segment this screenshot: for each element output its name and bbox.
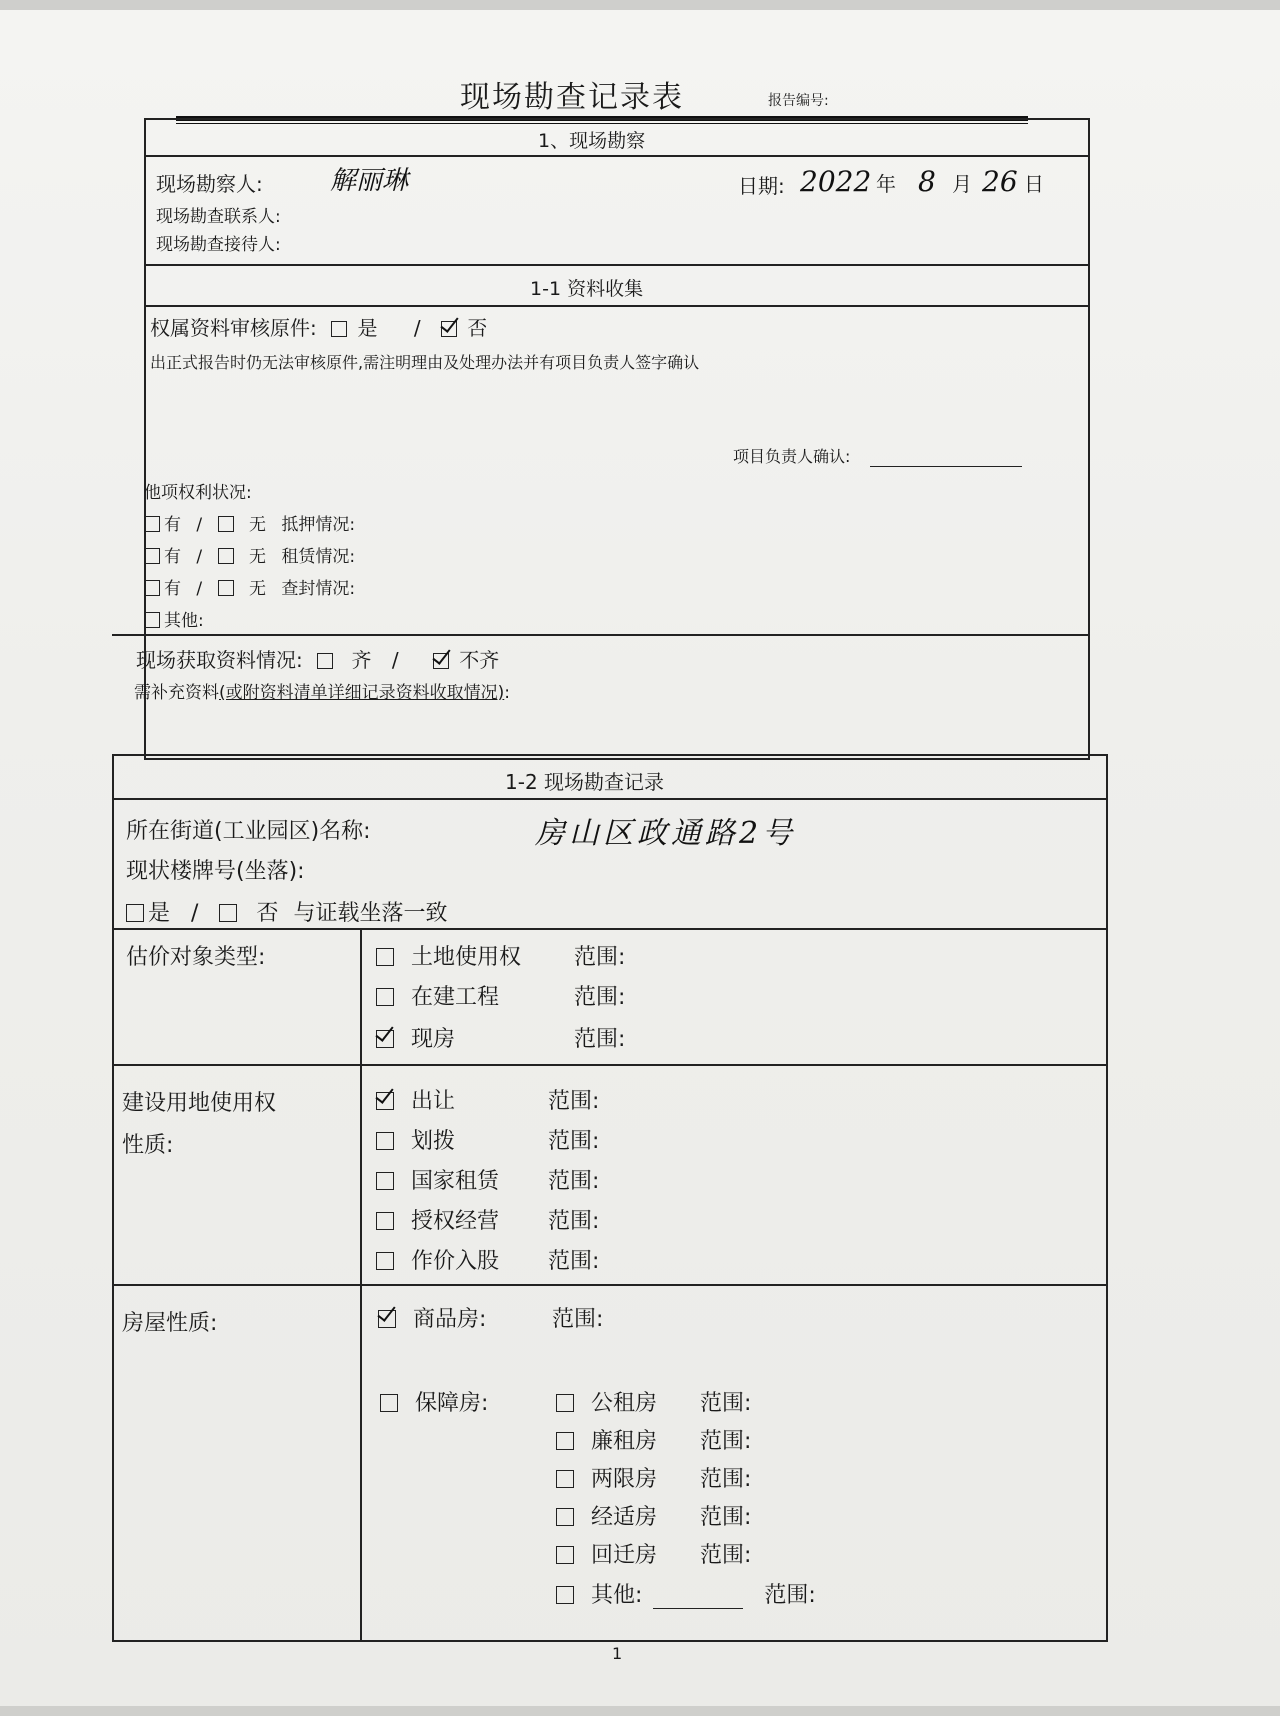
complete-label: 齐 (351, 648, 372, 672)
transfer-checkbox[interactable] (376, 1092, 394, 1110)
match-label: 与证载坐落一致 (293, 901, 448, 926)
object-type-option[interactable] (376, 1022, 626, 1053)
resettlement-checkbox[interactable] (556, 1546, 574, 1564)
separator: / (196, 579, 203, 599)
commercial-housing-checkbox[interactable] (378, 1310, 396, 1328)
option-label: 两限房 (591, 1467, 658, 1492)
report-number-label: 报告编号: (768, 93, 829, 109)
separator: / (196, 547, 203, 567)
affordable-subtype[interactable] (556, 1538, 752, 1569)
supplement-note: (或附资料清单详细记录资料收取情况) (219, 683, 505, 703)
year-char: 年 (876, 172, 896, 196)
has-label: 有 (164, 515, 181, 535)
separator: / (391, 648, 399, 672)
none-label: 无 (248, 547, 266, 567)
range-label: 范围: (700, 1467, 752, 1492)
paper-sheet (0, 10, 1280, 1706)
range-label: 范围: (574, 985, 626, 1010)
other-right-label: 其他: (164, 611, 204, 631)
match-no-label: 否 (256, 901, 279, 926)
document-title: 现场勘查记录表 (460, 80, 684, 115)
date-label: 日期: (738, 174, 785, 198)
date-year: 2022 (800, 165, 872, 198)
land-right-option[interactable] (376, 1244, 600, 1275)
land-right-option[interactable] (376, 1204, 600, 1235)
object-type-option[interactable] (376, 980, 626, 1011)
match-yes-checkbox[interactable] (126, 904, 144, 922)
match-row (126, 896, 447, 927)
construction-in-progress-checkbox[interactable] (376, 988, 394, 1006)
option-label: 国家租赁 (411, 1169, 500, 1194)
range-label: 范围: (700, 1543, 752, 1568)
range-label: 范围: (574, 1027, 626, 1052)
range-label: 范围: (548, 1129, 600, 1154)
date-month: 8 (918, 165, 936, 198)
plate-label: 现状楼牌号(坐落): (126, 859, 305, 884)
range-label: 范围: (548, 1209, 600, 1234)
option-label: 公租房 (591, 1391, 658, 1416)
contact-label: 现场勘查联系人: (156, 207, 281, 227)
onsite-label: 现场获取资料情况: (136, 648, 303, 672)
land-right-option[interactable] (376, 1124, 600, 1155)
range-label: 范围: (764, 1583, 816, 1608)
affordable-housing-checkbox[interactable] (380, 1394, 398, 1412)
receiver-label: 现场勘查接待人: (156, 235, 281, 255)
affordable-subtype[interactable] (556, 1424, 752, 1455)
commercial-label: 商品房: (413, 1307, 487, 1332)
original-doc-note: 出正式报告时仍无法审核原件,需注明理由及处理办法并有项目负责人签字确认 (150, 353, 700, 372)
economic-housing-checkbox[interactable] (556, 1508, 574, 1526)
land-right-option[interactable] (376, 1084, 600, 1115)
pm-confirm-label: 项目负责人确认: (733, 447, 851, 466)
affordable-option[interactable] (380, 1386, 488, 1417)
land-right-label: 建设用地使用权 (122, 1091, 277, 1116)
other-blank[interactable] (653, 1586, 743, 1609)
option-label: 作价入股 (411, 1249, 500, 1274)
existing-house-checkbox[interactable] (376, 1030, 394, 1048)
none-label: 无 (248, 579, 266, 599)
other-housing-checkbox[interactable] (556, 1586, 574, 1604)
separator: / (413, 316, 421, 340)
section-1-2-header: 1-2 现场勘查记录 (505, 770, 665, 794)
state-lease-checkbox[interactable] (376, 1172, 394, 1190)
mortgage-label: 抵押情况: (281, 515, 356, 535)
affordable-label: 保障房: (415, 1391, 489, 1416)
public-rental-checkbox[interactable] (556, 1394, 574, 1412)
land-right-option[interactable] (376, 1164, 600, 1195)
none-label: 无 (248, 515, 266, 535)
divider (112, 928, 1108, 930)
ownership-label: 权属资料审核原件: (150, 316, 317, 340)
month-char: 月 (952, 172, 972, 196)
street-value: 房山区政通路2号 (535, 816, 797, 851)
divider (112, 1284, 1108, 1286)
option-label: 廉租房 (591, 1429, 658, 1454)
has-label: 有 (164, 579, 181, 599)
separator: / (191, 901, 199, 926)
low-rent-checkbox[interactable] (556, 1432, 574, 1450)
supplement-colon: : (504, 683, 510, 703)
other-label: 其他: (591, 1583, 643, 1608)
separator: / (196, 515, 203, 535)
option-label: 现房 (411, 1027, 456, 1052)
divider (112, 798, 1108, 800)
incomplete-label: 不齐 (459, 648, 500, 672)
affordable-subtype[interactable] (556, 1386, 752, 1417)
option-label: 经适房 (591, 1505, 658, 1530)
option-label: 土地使用权 (411, 945, 522, 970)
date-day: 26 (982, 165, 1018, 198)
affordable-subtype[interactable] (556, 1462, 752, 1493)
affordable-subtype-other[interactable] (556, 1578, 816, 1609)
inspector-signature: 解丽琳 (330, 166, 409, 196)
authorized-operation-checkbox[interactable] (376, 1212, 394, 1230)
equity-investment-checkbox[interactable] (376, 1252, 394, 1270)
land-right-label-2: 性质: (122, 1133, 174, 1158)
has-label: 有 (164, 547, 181, 567)
day-char: 日 (1024, 172, 1044, 196)
range-label: 范围: (548, 1249, 600, 1274)
option-label: 授权经营 (411, 1209, 500, 1234)
range-label: 范围: (700, 1505, 752, 1530)
affordable-subtype[interactable] (556, 1500, 752, 1531)
match-no-checkbox[interactable] (219, 904, 237, 922)
range-label: 范围: (574, 945, 626, 970)
other-rights-label: 他项权利状况: (144, 483, 252, 503)
option-label: 划拨 (411, 1129, 456, 1154)
allocation-checkbox[interactable] (376, 1132, 394, 1150)
lease-label: 租赁情况: (281, 547, 356, 567)
option-label: 出让 (411, 1089, 456, 1114)
supplement-label: 需补充资料 (134, 683, 219, 703)
range-label: 范围: (552, 1307, 604, 1332)
option-label: 回迁房 (591, 1543, 658, 1568)
seizure-label: 查封情况: (281, 579, 356, 599)
range-label: 范围: (700, 1391, 752, 1416)
commercial-option[interactable] (378, 1302, 604, 1333)
inspector-label: 现场勘察人: (156, 172, 263, 196)
divider (112, 1064, 1108, 1066)
house-nature-label: 房屋性质: (122, 1311, 218, 1336)
section-1-header: 1、现场勘察 (538, 130, 646, 152)
section-1-1-header: 1-1 资料收集 (530, 278, 644, 300)
land-use-right-checkbox[interactable] (376, 948, 394, 966)
lower-form (0, 10, 1280, 1716)
object-type-option[interactable] (376, 940, 626, 971)
street-label: 所在街道(工业园区)名称: (126, 819, 371, 844)
price-limited-checkbox[interactable] (556, 1470, 574, 1488)
object-type-label: 估价对象类型: (126, 945, 266, 970)
range-label: 范围: (548, 1089, 600, 1114)
range-label: 范围: (700, 1429, 752, 1454)
match-yes-label: 是 (148, 901, 171, 926)
ownership-yes-label: 是 (357, 316, 378, 340)
range-label: 范围: (548, 1169, 600, 1194)
option-label: 在建工程 (411, 985, 500, 1010)
page-number: 1 (612, 1644, 623, 1663)
ownership-no-label: 否 (467, 316, 488, 340)
